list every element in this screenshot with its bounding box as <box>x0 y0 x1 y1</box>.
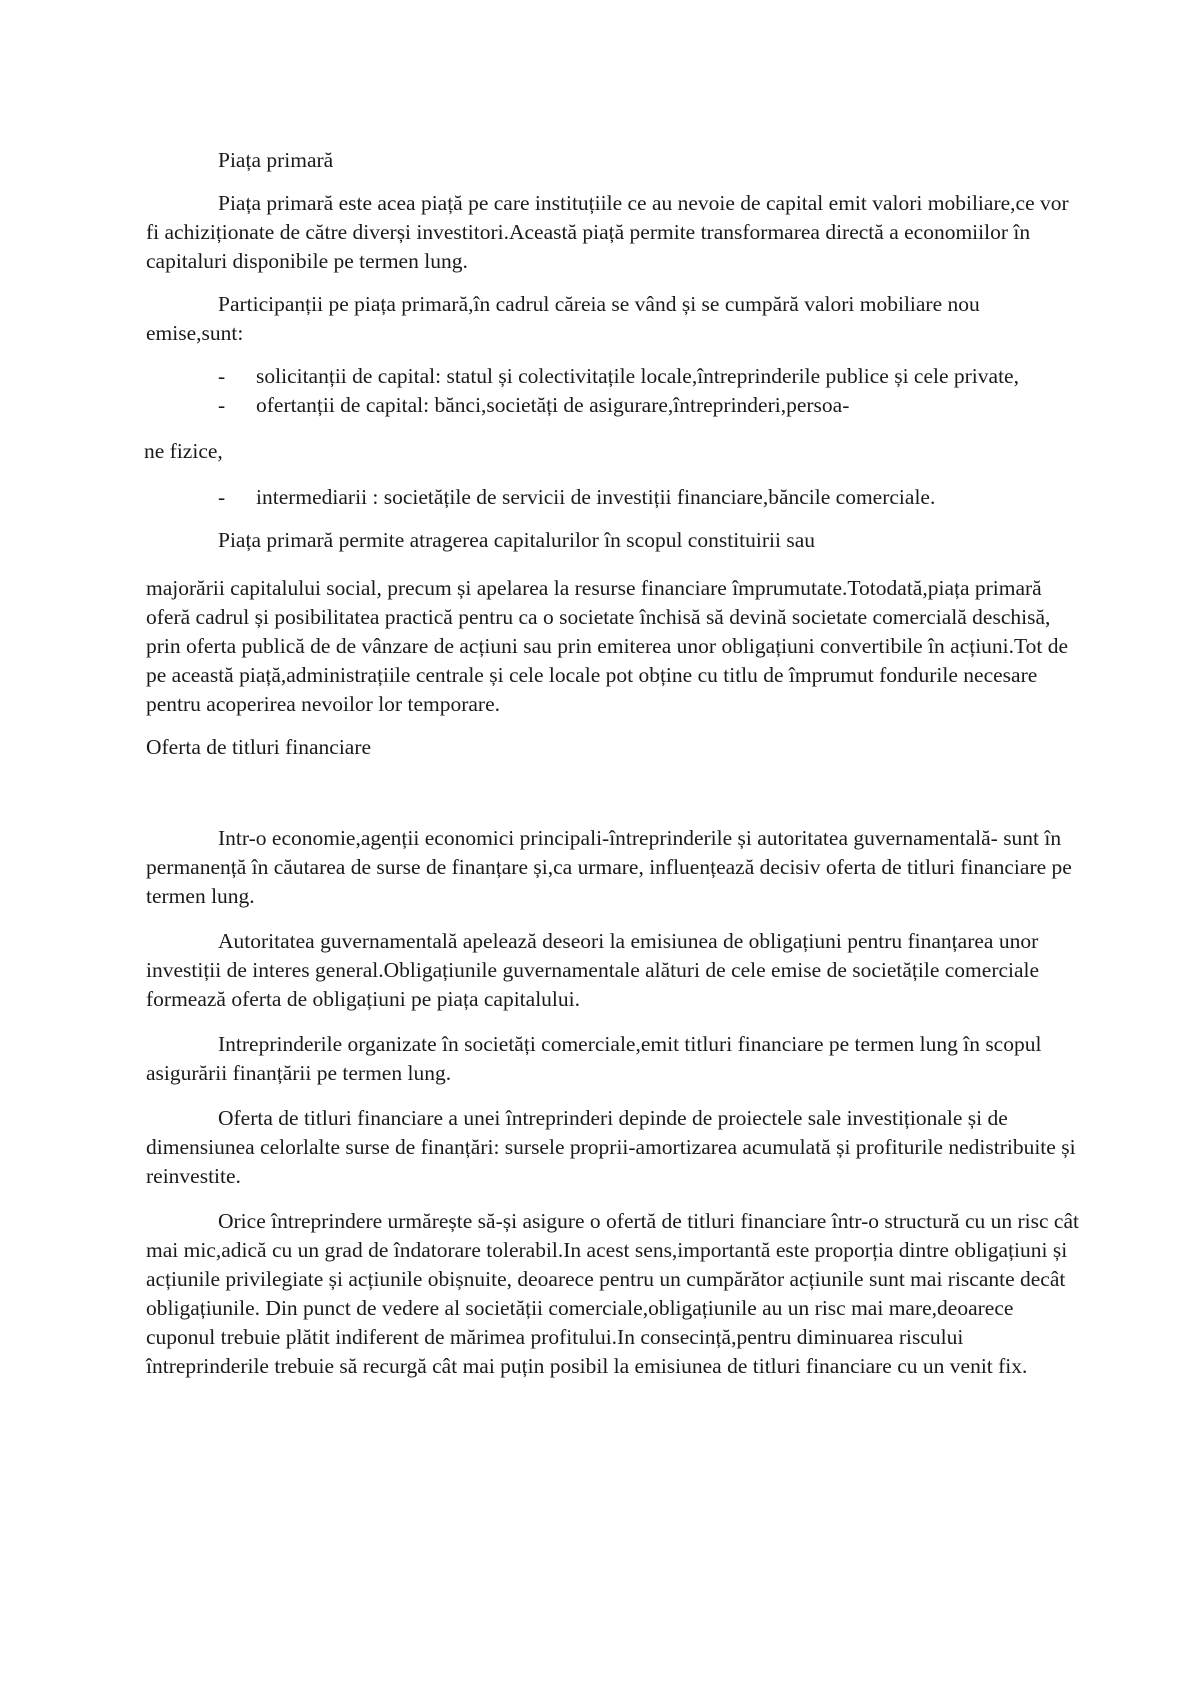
paragraph-definition: Piața primară este acea piață pe care instituțiile ce au nevoie de capital emit valori mobiliare,ce vor fi achiziționate de către diverși investitori.Această piață permite transformarea directă a economiilor în capitaluri disponibile pe termen lung. <box>146 191 1069 273</box>
paragraph-intreprinderi: Intreprinderile organizate în societăți comerciale,emit titluri financiare pe termen lung în scopul asigurării finanțării pe termen lung. <box>146 1032 1042 1085</box>
list-item <box>146 362 1080 391</box>
list-item-text: ofertanții de capital: bănci,societăți de asigurare,întreprinderi,persoa- <box>256 393 850 417</box>
list-item-text: solicitanții de capital: statul și colectivitațile locale,întreprinderile publice și cele private, <box>256 364 1019 388</box>
list-continuation: ne fizice, <box>144 439 223 463</box>
paragraph-risc: Orice întreprindere urmărește să-și asigure o ofertă de titluri financiare într-o structură cu un risc cât mai mic,adică cu un grad de îndatorare tolerabil.In acest sens,importantă este proporția dintre obligațiuni și acțiunile privilegiate și acțiunile obișnuite, deoarece pentru un cumpărător acțiunile sunt mai riscante decât obligațiunile. Din punct de vedere al societății comerciale,obligațiunile au un risc mai mare,deoarece cuponul trebuie plătit indiferent de mărimea profitului.In consecință,pentru diminuarea riscului întreprinderile trebuie să recurgă cât mai puțin posibil la emisiunea de titluri financiare cu un venit fix. <box>146 1209 1079 1378</box>
list-dash: - <box>218 364 226 388</box>
paragraph-oferta-intreprindere: Oferta de titluri financiare a unei întreprinderi depinde de proiectele sale investiționale și de dimensiunea celorlalte surse de finanțări: sursele proprii-amortizarea acumulată și profiturile nedistribuite și reinvestite. <box>146 1106 1076 1188</box>
participants-list <box>146 362 1080 420</box>
participants-list-2 <box>146 483 1080 512</box>
section-heading-piata-primara: Piața primară <box>218 148 334 172</box>
paragraph-atragerea-first-line: Piața primară permite atragerea capitalurilor în scopul constituirii sau <box>218 528 816 552</box>
paragraph-atragerea-rest: majorării capitalului social, precum și apelarea la resurse financiare împrumutate.Totodată,piața primară oferă cadrul și posibilitatea practică pentru ca o societate închisă să devină societate comercială deschisă, prin oferta publică de de vânzare de acțiuni sau prin emiterea unor obligațiuni convertibile în acțiuni.Tot de pe această piață,administrațiile centrale și cele locale pot obține cu titlu de împrumut fondurile necesare pentru acoperirea nevoilor lor temporare. <box>146 576 1069 716</box>
list-item-text: intermediarii : societățile de servicii de investiții financiare,băncile comerciale. <box>256 485 936 509</box>
paragraph-economie: Intr-o economie,agenții economici principali-întreprinderile și autoritatea guvernamentală- sunt în permanență în căutarea de surse de finanțare și,ca urmare, influențează decisiv oferta de titluri financiare pe termen lung. <box>146 826 1072 908</box>
paragraph-autoritate: Autoritatea guvernamentală apelează deseori la emisiunea de obligațiuni pentru finanțarea unor investiții de interes general.Obligațiunile guvernamentale alături de cele emise de societățile comerciale formează oferta de obligațiuni pe piața capitalului. <box>146 929 1040 1011</box>
list-dash: - <box>218 393 226 417</box>
list-dash: - <box>218 485 226 509</box>
list-item <box>146 391 1080 420</box>
list-item <box>146 483 1080 512</box>
section-heading-oferta: Oferta de titluri financiare <box>146 735 372 759</box>
paragraph-participants: Participanții pe piața primară,în cadrul căreia se vând și se cumpără valori mobiliare nou emise,sunt: <box>146 292 980 345</box>
